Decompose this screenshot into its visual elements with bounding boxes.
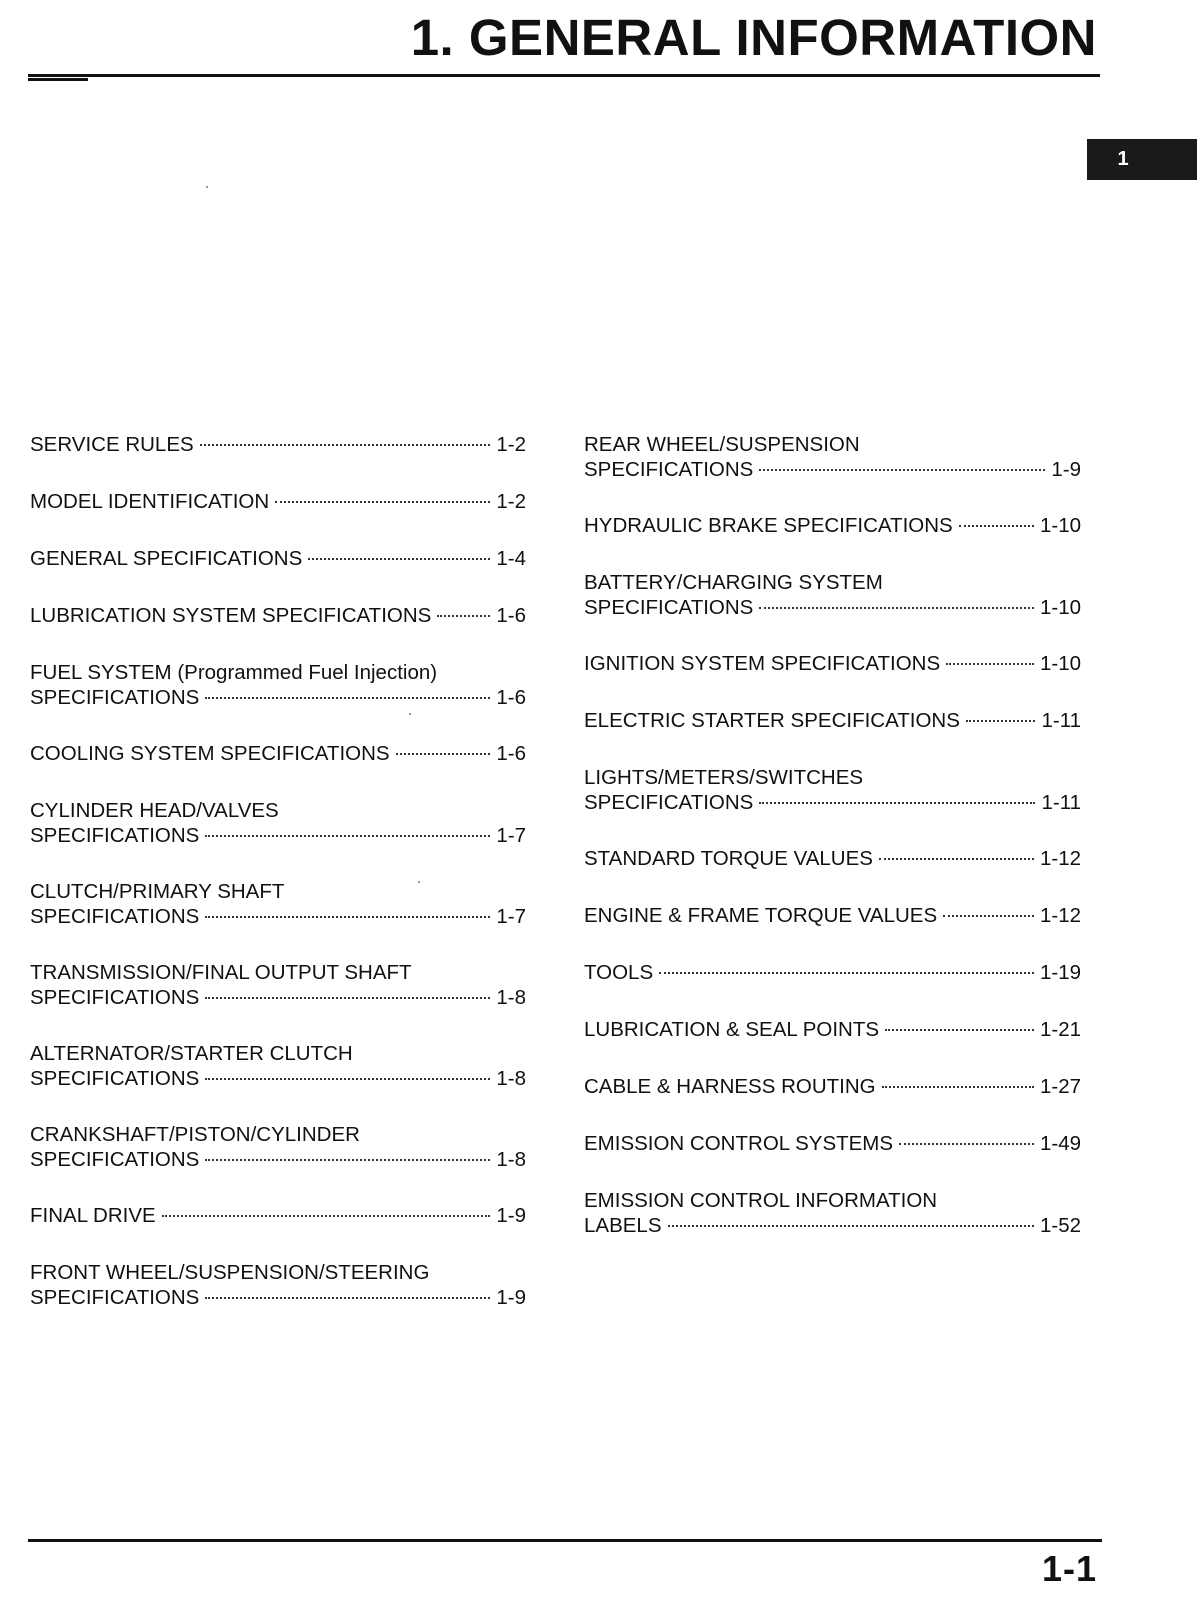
toc-entry-leader-line xyxy=(584,513,1081,538)
toc-entry[interactable] xyxy=(30,1260,526,1310)
dot-leader xyxy=(943,915,1034,917)
toc-entry-title: LUBRICATION & SEAL POINTS xyxy=(584,1018,880,1041)
toc-entry-leader-line xyxy=(30,546,526,571)
toc-entry[interactable] xyxy=(30,879,526,929)
toc-entry-page: 1-9 xyxy=(1051,458,1081,481)
toc-entry-title: SPECIFICATIONS xyxy=(584,596,754,619)
dot-leader xyxy=(879,858,1034,860)
toc-entry[interactable] xyxy=(584,1188,1081,1238)
toc-entry-page: 1-6 xyxy=(496,604,526,627)
dot-leader xyxy=(966,720,1036,722)
toc-entry[interactable] xyxy=(584,1017,1081,1042)
section-tab xyxy=(1087,139,1197,180)
toc-entry[interactable] xyxy=(30,546,526,571)
toc-entry-leader-line xyxy=(30,1066,526,1091)
dot-leader xyxy=(959,525,1034,527)
toc-entry-page: 1-12 xyxy=(1039,847,1081,870)
toc-entry-title: HYDRAULIC BRAKE SPECIFICATIONS xyxy=(584,514,953,537)
toc-entry-leader-line xyxy=(584,903,1081,928)
scan-speck xyxy=(409,713,411,715)
toc-entry[interactable] xyxy=(584,960,1081,985)
toc-entry-leader-line xyxy=(584,1074,1081,1099)
toc-entry-title: SPECIFICATIONS xyxy=(30,986,200,1009)
dot-leader xyxy=(759,607,1034,609)
toc-entry[interactable] xyxy=(584,432,1081,482)
toc-entry-page: 1-10 xyxy=(1039,514,1081,537)
toc-entry-title-line: CRANKSHAFT/PISTON/CYLINDER xyxy=(30,1123,360,1146)
toc-entry-title: LABELS xyxy=(584,1214,662,1237)
toc-entry-leader-line xyxy=(584,1213,1081,1238)
toc-entry-title: SERVICE RULES xyxy=(30,433,194,456)
toc-entry-page: 1-49 xyxy=(1039,1132,1081,1155)
toc-entry[interactable] xyxy=(584,903,1081,928)
toc-entry-page: 1-6 xyxy=(496,686,526,709)
toc-entry-title-line: CLUTCH/PRIMARY SHAFT xyxy=(30,880,285,903)
dot-leader xyxy=(437,615,490,617)
toc-entry[interactable] xyxy=(584,1074,1081,1099)
dot-leader xyxy=(200,444,491,446)
toc-entry[interactable] xyxy=(30,960,526,1010)
toc-entry-page: 1-11 xyxy=(1041,791,1081,814)
toc-entry-title: FINAL DRIVE xyxy=(30,1204,156,1227)
toc-entry[interactable] xyxy=(584,1131,1081,1156)
toc-entry-leader-line xyxy=(584,595,1081,620)
toc-entry-leader-line xyxy=(30,489,526,514)
toc-entry-title: GENERAL SPECIFICATIONS xyxy=(30,547,303,570)
toc-entry[interactable] xyxy=(30,660,526,710)
toc-entry[interactable] xyxy=(584,708,1081,733)
toc-entry-title: SPECIFICATIONS xyxy=(30,1148,200,1171)
toc-entry-leader-line xyxy=(30,823,526,848)
dot-leader xyxy=(205,1078,490,1080)
toc-entry-title: ENGINE & FRAME TORQUE VALUES xyxy=(584,904,938,927)
dot-leader xyxy=(205,697,490,699)
toc-entry-page: 1-6 xyxy=(496,742,526,765)
title-rule-stub xyxy=(28,78,88,81)
section-tab-label: 1 xyxy=(1117,148,1129,170)
toc-entry-page: 1-19 xyxy=(1039,961,1081,984)
toc-entry-page: 1-8 xyxy=(496,1067,526,1090)
toc-entry[interactable] xyxy=(30,432,526,457)
dot-leader xyxy=(308,558,490,560)
toc-entry-leader-line xyxy=(30,985,526,1010)
toc-entry-title: SPECIFICATIONS xyxy=(30,1067,200,1090)
toc-entry-title: ELECTRIC STARTER SPECIFICATIONS xyxy=(584,709,960,732)
toc-entry-title: SPECIFICATIONS xyxy=(584,458,754,481)
toc-entry-leader-line xyxy=(30,685,526,710)
toc-entry-title-line: REAR WHEEL/SUSPENSION xyxy=(584,433,860,456)
toc-entry-leader-line xyxy=(30,432,526,457)
footer-rule xyxy=(28,1539,1102,1542)
dot-leader xyxy=(205,997,490,999)
toc-entry-title: LUBRICATION SYSTEM SPECIFICATIONS xyxy=(30,604,432,627)
toc-entry-title: SPECIFICATIONS xyxy=(30,905,200,928)
toc-entry-title: SPECIFICATIONS xyxy=(584,791,754,814)
toc-entry-title-line: EMISSION CONTROL INFORMATION xyxy=(584,1189,938,1212)
toc-entry-page: 1-12 xyxy=(1039,904,1081,927)
toc-entry-title: SPECIFICATIONS xyxy=(30,824,200,847)
toc-entry-leader-line xyxy=(30,1147,526,1172)
toc-entry-page: 1-52 xyxy=(1039,1214,1081,1237)
toc-entry[interactable] xyxy=(30,741,526,766)
toc-entry-title-line: LIGHTS/METERS/SWITCHES xyxy=(584,766,864,789)
toc-entry[interactable] xyxy=(584,765,1081,815)
toc-entry-leader-line xyxy=(584,1131,1081,1156)
dot-leader xyxy=(205,1159,490,1161)
toc-entry-page: 1-2 xyxy=(496,433,526,456)
toc-entry[interactable] xyxy=(584,846,1081,871)
toc-entry[interactable] xyxy=(30,489,526,514)
toc-entry-page: 1-21 xyxy=(1039,1018,1081,1041)
toc-entry-title: STANDARD TORQUE VALUES xyxy=(584,847,873,870)
dot-leader xyxy=(205,916,490,918)
toc-entry[interactable] xyxy=(30,1041,526,1091)
toc-entry-page: 1-8 xyxy=(496,986,526,1009)
toc-entry-title: TOOLS xyxy=(584,961,654,984)
toc-entry-page: 1-11 xyxy=(1041,709,1081,732)
toc-entry[interactable] xyxy=(584,513,1081,538)
toc-entry[interactable] xyxy=(584,651,1081,676)
toc-entry-leader-line xyxy=(30,741,526,766)
toc-entry-page: 1-7 xyxy=(496,905,526,928)
scan-speck xyxy=(206,186,208,188)
toc-entry-title-line: FRONT WHEEL/SUSPENSION/STEERING xyxy=(30,1261,430,1284)
dot-leader xyxy=(275,501,490,503)
dot-leader xyxy=(882,1086,1034,1088)
toc-entry[interactable] xyxy=(30,1203,526,1228)
toc-entry-page: 1-9 xyxy=(496,1204,526,1227)
page-number: 1-1 xyxy=(1041,1548,1097,1589)
toc-entry-page: 1-27 xyxy=(1039,1075,1081,1098)
toc-entry-leader-line xyxy=(30,603,526,628)
dot-leader xyxy=(659,972,1034,974)
toc-entry-leader-line xyxy=(584,846,1081,871)
toc-entry-page: 1-7 xyxy=(496,824,526,847)
toc-entry[interactable] xyxy=(30,1122,526,1172)
toc-entry-page: 1-10 xyxy=(1039,596,1081,619)
dot-leader xyxy=(205,1297,490,1299)
dot-leader xyxy=(759,469,1045,471)
toc-entry-page: 1-9 xyxy=(496,1286,526,1309)
toc-entry-title-line: ALTERNATOR/STARTER CLUTCH xyxy=(30,1042,353,1065)
toc-entry-leader-line xyxy=(584,960,1081,985)
dot-leader xyxy=(668,1225,1034,1227)
toc-entry-title: COOLING SYSTEM SPECIFICATIONS xyxy=(30,742,390,765)
toc-entry[interactable] xyxy=(30,798,526,848)
toc-entry-title-line: BATTERY/CHARGING SYSTEM xyxy=(584,571,883,594)
dot-leader xyxy=(885,1029,1034,1031)
toc-entry-title-line: FUEL SYSTEM (Programmed Fuel Injection) xyxy=(30,661,438,684)
toc-entry-leader-line xyxy=(584,1017,1081,1042)
dot-leader xyxy=(162,1215,491,1217)
dot-leader xyxy=(946,663,1034,665)
dot-leader xyxy=(759,802,1035,804)
toc-entry-title: EMISSION CONTROL SYSTEMS xyxy=(584,1132,894,1155)
toc-entry-title-line: TRANSMISSION/FINAL OUTPUT SHAFT xyxy=(30,961,412,984)
page-title: 1. GENERAL INFORMATION xyxy=(410,9,1097,66)
toc-entry-page: 1-8 xyxy=(496,1148,526,1171)
toc-entry-title-line: CYLINDER HEAD/VALVES xyxy=(30,799,279,822)
dot-leader xyxy=(396,753,491,755)
dot-leader xyxy=(899,1143,1034,1145)
toc-entry-leader-line xyxy=(30,904,526,929)
toc-entry-title: SPECIFICATIONS xyxy=(30,686,200,709)
toc-entry-title: IGNITION SYSTEM SPECIFICATIONS xyxy=(584,652,941,675)
dot-leader xyxy=(205,835,490,837)
title-rule xyxy=(28,74,1100,77)
toc-entry[interactable] xyxy=(30,603,526,628)
toc-entry-leader-line xyxy=(584,651,1081,676)
toc-entry-title: MODEL IDENTIFICATION xyxy=(30,490,270,513)
toc-entry-page: 1-2 xyxy=(496,490,526,513)
toc-entry-leader-line xyxy=(584,708,1081,733)
toc-entry-page: 1-10 xyxy=(1039,652,1081,675)
toc-entry-leader-line xyxy=(30,1285,526,1310)
toc-entry-leader-line xyxy=(30,1203,526,1228)
toc-entry-leader-line xyxy=(584,457,1081,482)
toc-entry-leader-line xyxy=(584,790,1081,815)
toc-entry-page: 1-4 xyxy=(496,547,526,570)
toc-entry[interactable] xyxy=(584,570,1081,620)
toc-entry-title: CABLE & HARNESS ROUTING xyxy=(584,1075,876,1098)
toc-entry-title: SPECIFICATIONS xyxy=(30,1286,200,1309)
